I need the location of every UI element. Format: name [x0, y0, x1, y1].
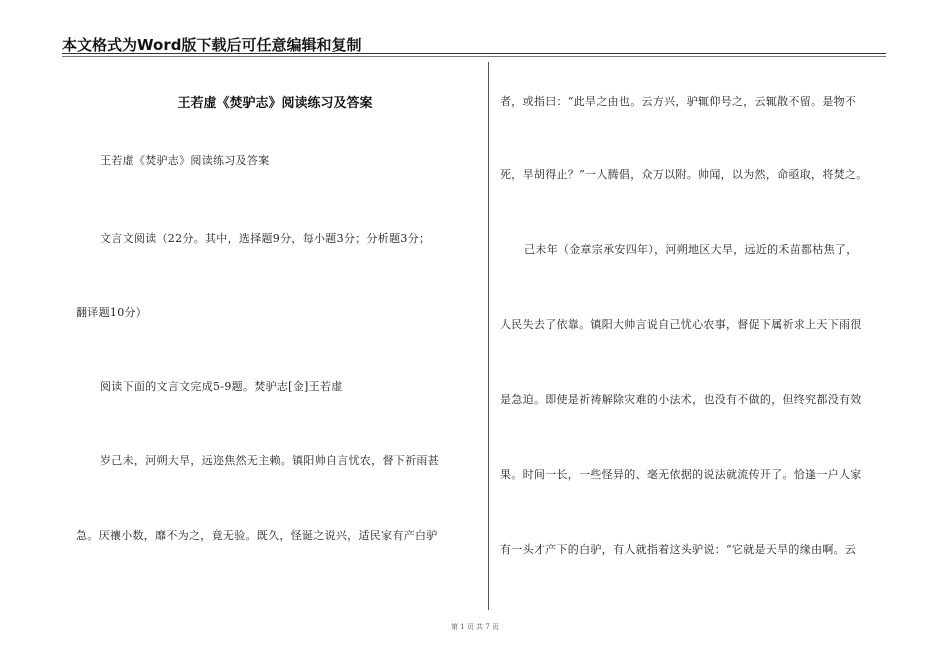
right-line-5: 是急迫。即使是祈祷解除灾难的小法术，也没有不做的，但终究都没有效 — [500, 393, 862, 406]
left-line-3: 翻译题10分） — [76, 306, 148, 319]
document-title: 王若虚《焚驴志》阅读练习及答案 — [177, 96, 373, 111]
right-line-7: 有一头才产下的白驴，有人就指着这头驴说：“它就是天旱的缘由啊。云 — [500, 543, 857, 556]
left-line-1: 王若虚《焚驴志》阅读练习及答案 — [100, 154, 270, 167]
header-divider — [62, 53, 886, 54]
header-title: 本文格式为Word版下载后可任意编辑和复制 — [62, 36, 362, 54]
header-divider-secondary — [62, 56, 886, 57]
left-line-5: 岁己未，河朔大旱，远迩焦然无主赖。镇阳帅自言忧农，督下祈雨甚 — [100, 454, 439, 467]
left-line-6: 急。厌禳小数，靡不为之，竟无验。既久，怪诞之说兴，适民家有产白驴 — [76, 529, 438, 542]
column-divider — [488, 62, 489, 610]
right-line-1: 者，或指曰：“此旱之由也。云方兴，驴辄仰号之，云辄散不留。是物不 — [500, 95, 857, 108]
right-line-3: 己未年（金章宗承安四年），河朔地区大旱，远近的禾苗都枯焦了， — [524, 243, 858, 256]
right-line-4: 人民失去了依靠。镇阳大帅言说自己忧心农事，督促下属祈求上天下雨很 — [500, 318, 862, 331]
left-line-2: 文言文阅读（22分。其中，选择题9分，每小题3分；分析题3分； — [100, 232, 431, 245]
right-line-6: 果。时间一长，一些怪异的、毫无依据的说法就流传开了。恰逢一户人家 — [500, 468, 862, 481]
page-number: 第 1 页 共 7 页 — [450, 623, 500, 631]
right-line-2: 死，旱胡得止？”一人腾倡，众万以附。帅闻，以为然，命亟取，将焚之。 — [500, 168, 868, 181]
left-line-4: 阅读下面的文言文完成5-9题。焚驴志[金]王若虚 — [100, 380, 343, 393]
